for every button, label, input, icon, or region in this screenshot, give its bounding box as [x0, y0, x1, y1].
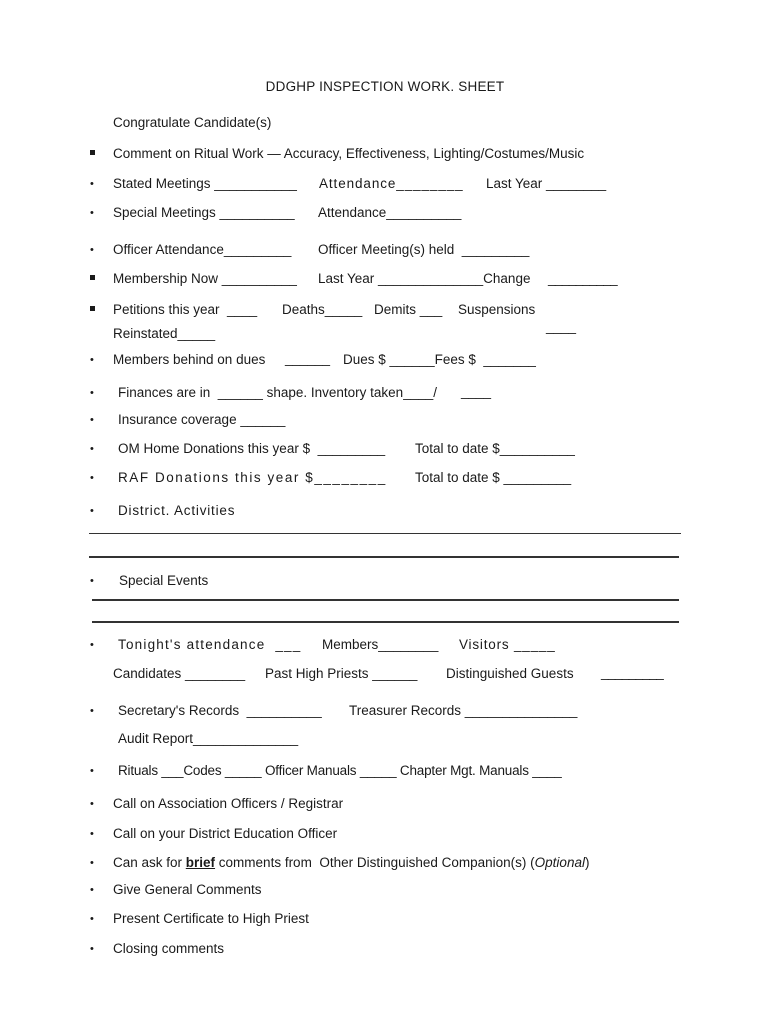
bullet-icon: • — [90, 472, 94, 484]
demits-label: Demits ___ — [374, 302, 443, 317]
visitors-label: Visitors _____ — [459, 637, 556, 652]
reinstated-label: Reinstated_____ — [113, 326, 216, 341]
petitions-label: Petitions this year ____ — [113, 302, 258, 317]
square-bullet-icon — [90, 306, 95, 311]
call-association-officers-line: Call on Association Officers / Registrar — [113, 796, 344, 811]
members-attendance-label: Members________ — [322, 637, 439, 652]
candidates-label: Candidates ________ — [113, 666, 246, 681]
district-rule-2 — [89, 556, 679, 558]
ask-text-end: ) — [584, 855, 590, 870]
ask-text-start: Can ask for — [113, 855, 186, 870]
bullet-icon: • — [90, 207, 94, 219]
om-total-to-date-label: Total to date $__________ — [415, 441, 575, 456]
dues-fees-label: Dues $ ______Fees $ _______ — [343, 352, 536, 367]
square-bullet-icon — [90, 275, 95, 280]
brief-emphasis: brief — [185, 855, 216, 870]
om-home-donations-label: OM Home Donations this year $ _________ — [118, 441, 386, 456]
bullet-icon: • — [90, 705, 94, 717]
call-education-officer-line: Call on your District Education Officer — [113, 826, 338, 841]
special-events-rule-2 — [92, 621, 679, 623]
distinguished-guests-label: Distinguished Guests — [446, 666, 574, 681]
raf-total-to-date-label: Total to date $ _________ — [415, 470, 572, 485]
bullet-icon: • — [90, 244, 94, 256]
stated-last-year-label: Last Year ________ — [486, 176, 607, 191]
bullet-icon: • — [90, 639, 94, 651]
finances-label: Finances are in ______ shape. Inventory taken____/ — [118, 385, 437, 400]
special-attendance-label: Attendance__________ — [318, 205, 462, 220]
bullet-icon: • — [90, 828, 94, 840]
members-behind-blank: ______ — [285, 351, 331, 366]
special-events-rule-1 — [92, 599, 679, 601]
square-bullet-icon — [90, 150, 95, 155]
membership-last-year-label: Last Year ______________Change — [318, 271, 531, 286]
officer-attendance-label: Officer Attendance_________ — [113, 242, 292, 257]
bullet-icon: • — [90, 575, 94, 587]
bullet-icon: • — [90, 943, 94, 955]
bullet-icon: • — [90, 798, 94, 810]
district-activities-label: District. Activities — [118, 503, 236, 518]
ask-text-middle: comments from Other Distinguished Companion(s) ( — [215, 855, 535, 870]
ask-comments-line — [113, 854, 589, 872]
raf-donations-label: RAF Donations this year $________ — [118, 470, 387, 485]
ritual-line: Comment on Ritual Work — Accuracy, Effectiveness, Lighting/Costumes/Music — [113, 146, 585, 161]
deaths-label: Deaths_____ — [282, 302, 363, 317]
bullet-icon: • — [90, 178, 94, 190]
closing-comments-line: Closing comments — [113, 941, 225, 956]
bullet-icon: • — [90, 913, 94, 925]
treasurer-records-label: Treasurer Records _______________ — [349, 703, 578, 718]
present-certificate-line: Present Certificate to High Priest — [113, 911, 309, 926]
membership-now-label: Membership Now __________ — [113, 271, 297, 286]
rituals-codes-manuals-label: Rituals ___Codes _____ Officer Manuals _____ Chapter Mgt. Manuals ____ — [118, 763, 562, 778]
bullet-icon: • — [90, 765, 94, 777]
bullet-icon: • — [90, 354, 94, 366]
membership-change-blank: __________ — [548, 271, 618, 286]
page-title: DDGHP INSPECTION WORK. SHEET — [265, 79, 505, 94]
distinguished-guests-blank: _________ — [601, 665, 664, 680]
general-comments-line: Give General Comments — [113, 882, 262, 897]
intro-line: Congratulate Candidate(s) — [113, 115, 272, 130]
officer-meetings-label: Officer Meeting(s) held _________ — [318, 242, 530, 257]
insurance-label: Insurance coverage ______ — [118, 412, 286, 427]
past-high-priests-label: Past High Priests ______ — [265, 666, 418, 681]
bullet-icon: • — [90, 884, 94, 896]
bullet-icon: • — [90, 414, 94, 426]
special-meetings-label: Special Meetings __________ — [113, 205, 295, 220]
bullet-icon: • — [90, 443, 94, 455]
secretarys-records-label: Secretary's Records __________ — [118, 703, 322, 718]
bullet-icon: • — [90, 387, 94, 399]
members-behind-label: Members behind on dues — [113, 352, 266, 367]
tonights-attendance-label: Tonight's attendance ___ — [118, 637, 302, 652]
optional-emphasis: Optional — [534, 855, 585, 870]
bullet-icon: • — [90, 505, 94, 517]
audit-report-label: Audit Report______________ — [118, 731, 299, 746]
inventory-blank: ____ — [461, 384, 492, 399]
stated-attendance-label: Attendance________ — [319, 176, 464, 191]
special-events-label: Special Events — [119, 573, 209, 588]
suspensions-blank: ____ — [546, 319, 577, 334]
suspensions-label: Suspensions — [458, 302, 536, 317]
bullet-icon: • — [90, 857, 94, 869]
district-rule-1 — [89, 533, 681, 534]
stated-meetings-label: Stated Meetings ___________ — [113, 176, 297, 191]
